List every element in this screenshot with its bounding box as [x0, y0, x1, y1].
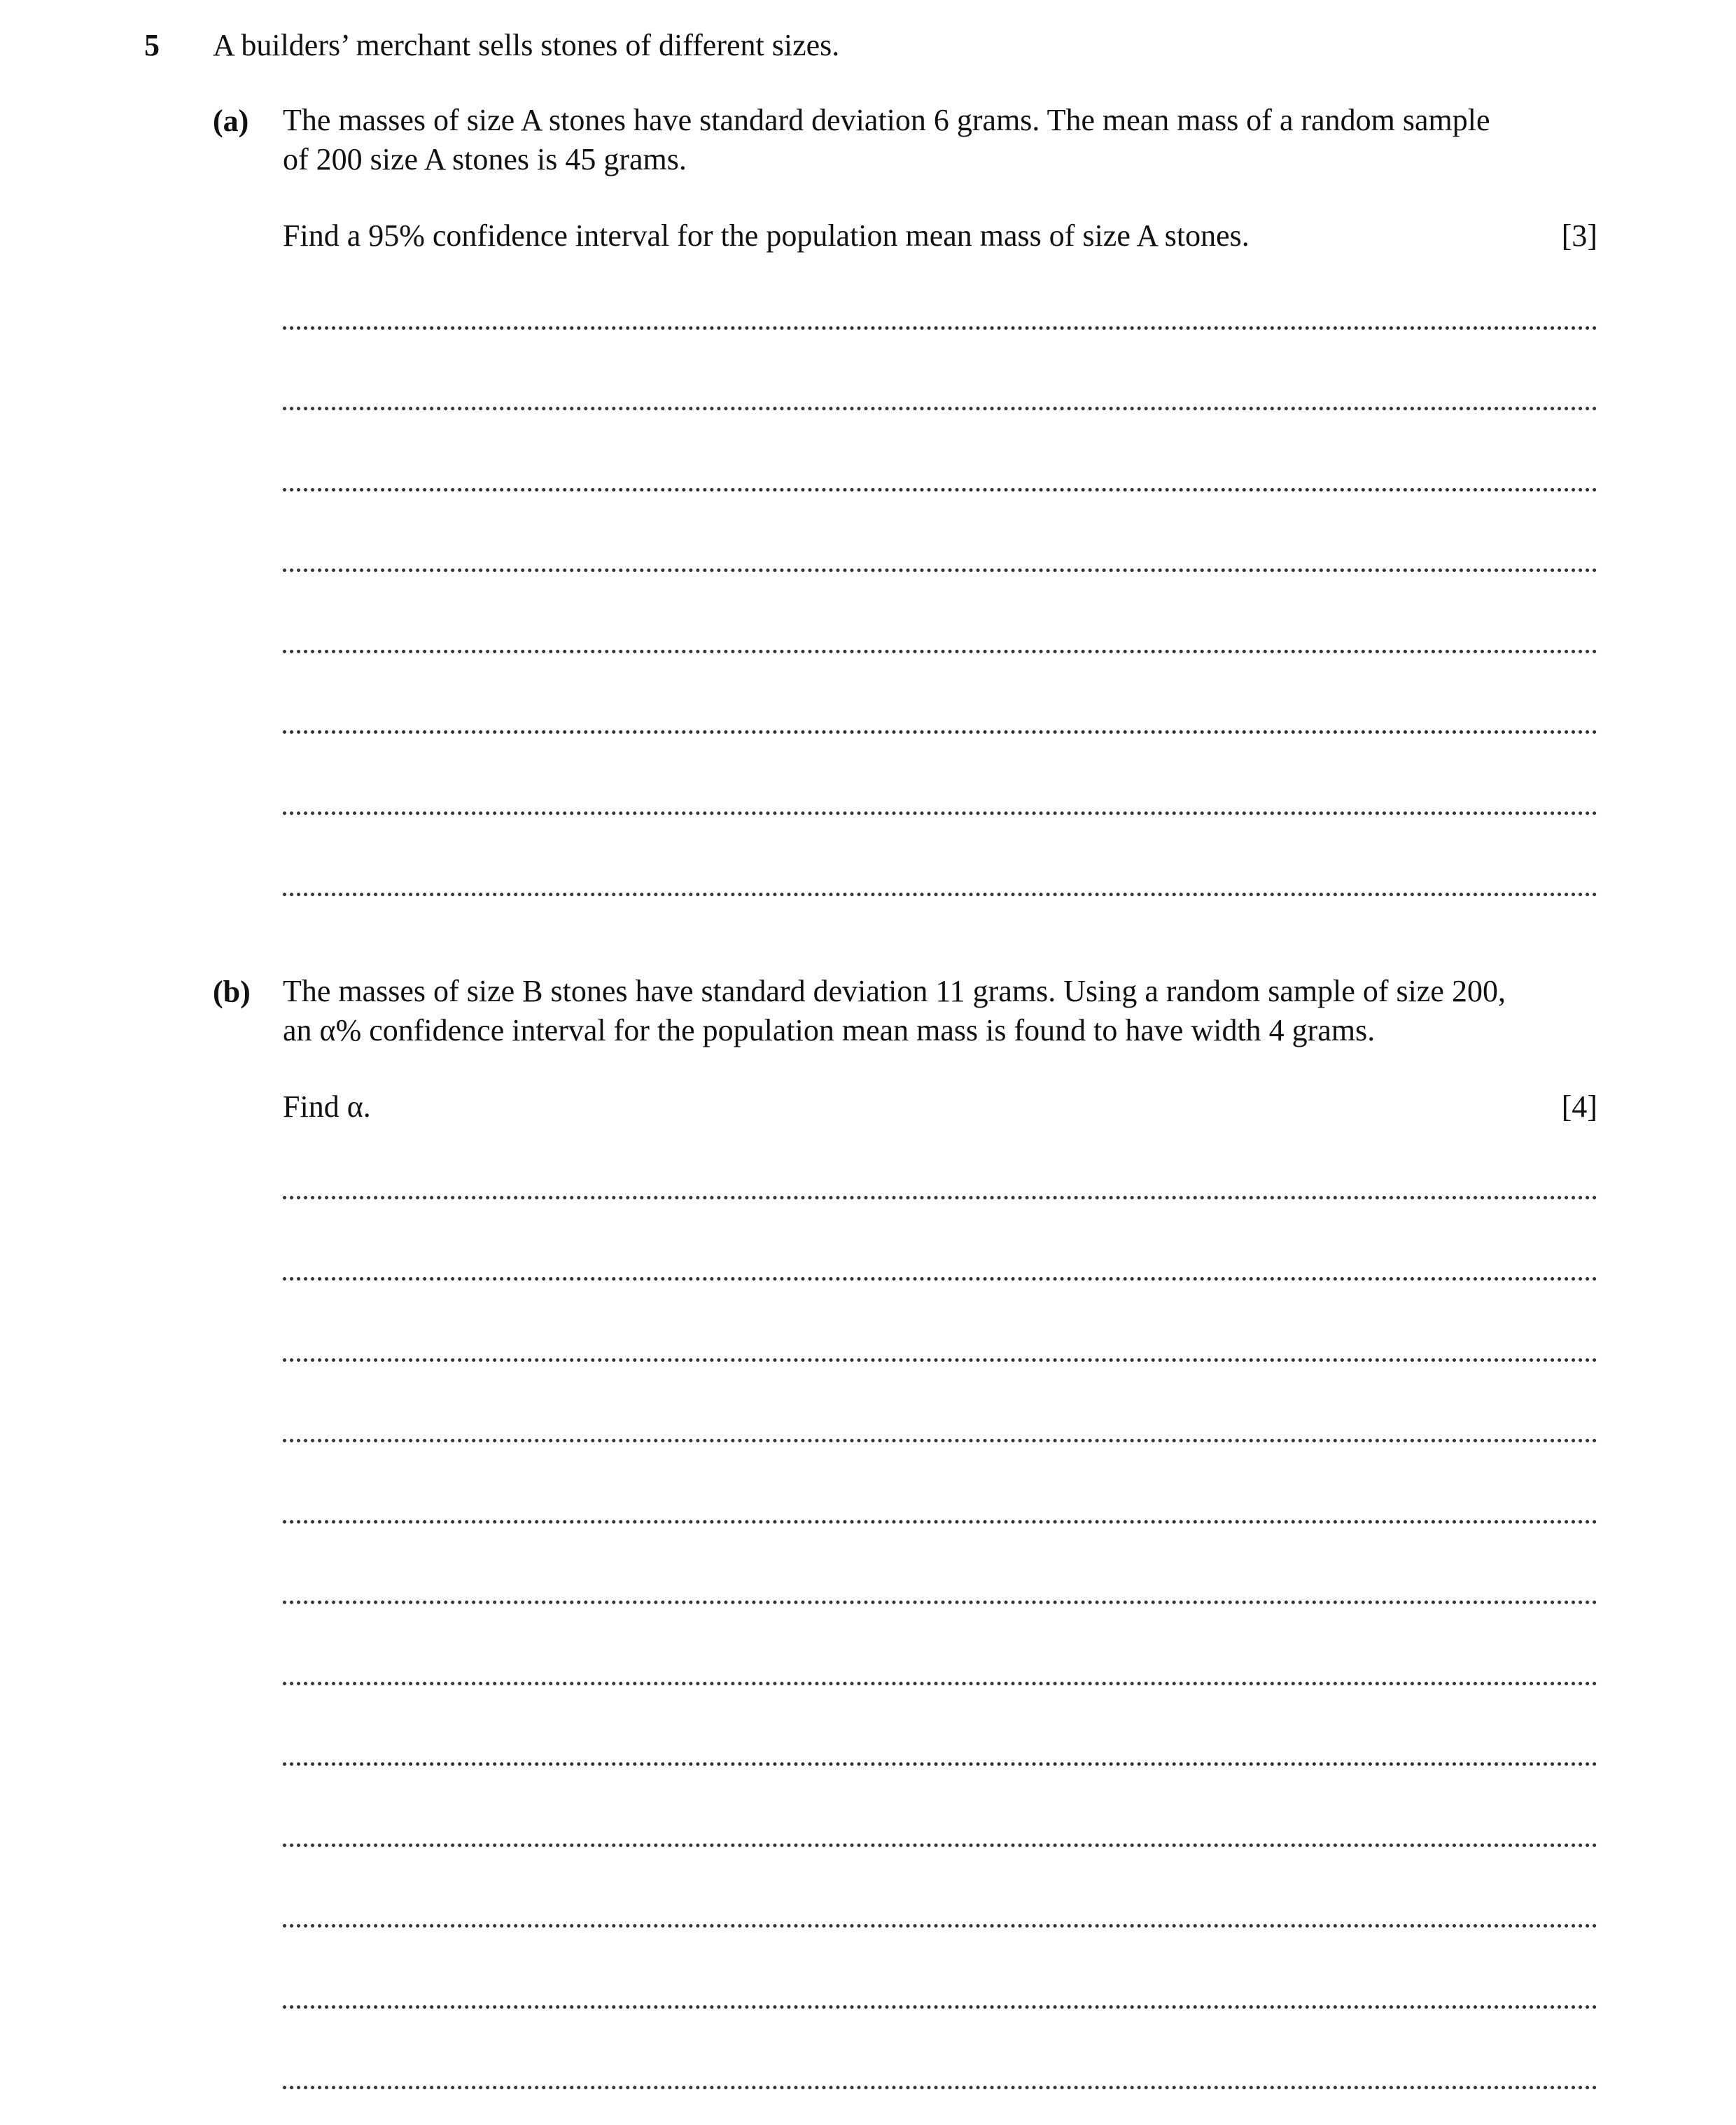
part-a-answer-line[interactable]	[283, 407, 1597, 410]
part-b-answer-line[interactable]	[283, 1277, 1597, 1281]
part-b-instruction-row	[283, 1088, 1597, 1126]
question-stem: A builders’ merchant sells stones of different sizes.	[213, 28, 840, 62]
part-a-instruction-row	[283, 217, 1597, 255]
part-a-label: (a)	[213, 104, 249, 138]
part-b-answer-line[interactable]	[283, 1844, 1597, 1847]
part-b-answer-line[interactable]	[283, 1439, 1597, 1442]
part-b-answer-line[interactable]	[283, 1924, 1597, 1928]
part-a-answer-line[interactable]	[283, 893, 1597, 896]
part-a-text	[283, 101, 1599, 179]
part-a-answer-line[interactable]	[283, 730, 1597, 734]
part-b-answer-line[interactable]	[283, 1762, 1597, 1766]
part-a-answer-line[interactable]	[283, 488, 1597, 492]
part-b-instruction: Find α.	[283, 1089, 371, 1124]
part-b-answer-line[interactable]	[283, 2005, 1597, 2009]
part-a-answer-line[interactable]	[283, 811, 1597, 815]
part-a-answer-line[interactable]	[283, 326, 1597, 330]
part-b-marks: [4]	[1561, 1089, 1597, 1124]
part-a-marks: [3]	[1561, 218, 1597, 253]
part-b-answer-line[interactable]	[283, 2086, 1597, 2089]
part-a-line-1: The masses of size A stones have standard deviation 6 grams. The mean mass of a random sample	[283, 103, 1490, 137]
part-b-label: (b)	[213, 975, 251, 1009]
part-b-text	[283, 972, 1599, 1050]
part-a-answer-line[interactable]	[283, 569, 1597, 572]
part-b-answer-line[interactable]	[283, 1601, 1597, 1604]
part-b-answer-line[interactable]	[283, 1682, 1597, 1685]
part-b-answer-line[interactable]	[283, 1358, 1597, 1362]
question-number: 5	[144, 28, 160, 62]
part-b-line-1: The masses of size B stones have standard deviation 11 grams. Using a random sample of size 200,	[283, 974, 1506, 1008]
part-b-line-2: an α% confidence interval for the population mean mass is found to have width 4 grams.	[283, 1013, 1376, 1047]
part-b-answer-line[interactable]	[283, 1196, 1597, 1199]
part-a-answer-line[interactable]	[283, 650, 1597, 653]
part-b-answer-line[interactable]	[283, 1520, 1597, 1524]
part-a-instruction: Find a 95% confidence interval for the population mean mass of size A stones.	[283, 218, 1250, 253]
part-a-line-2: of 200 size A stones is 45 grams.	[283, 142, 687, 176]
